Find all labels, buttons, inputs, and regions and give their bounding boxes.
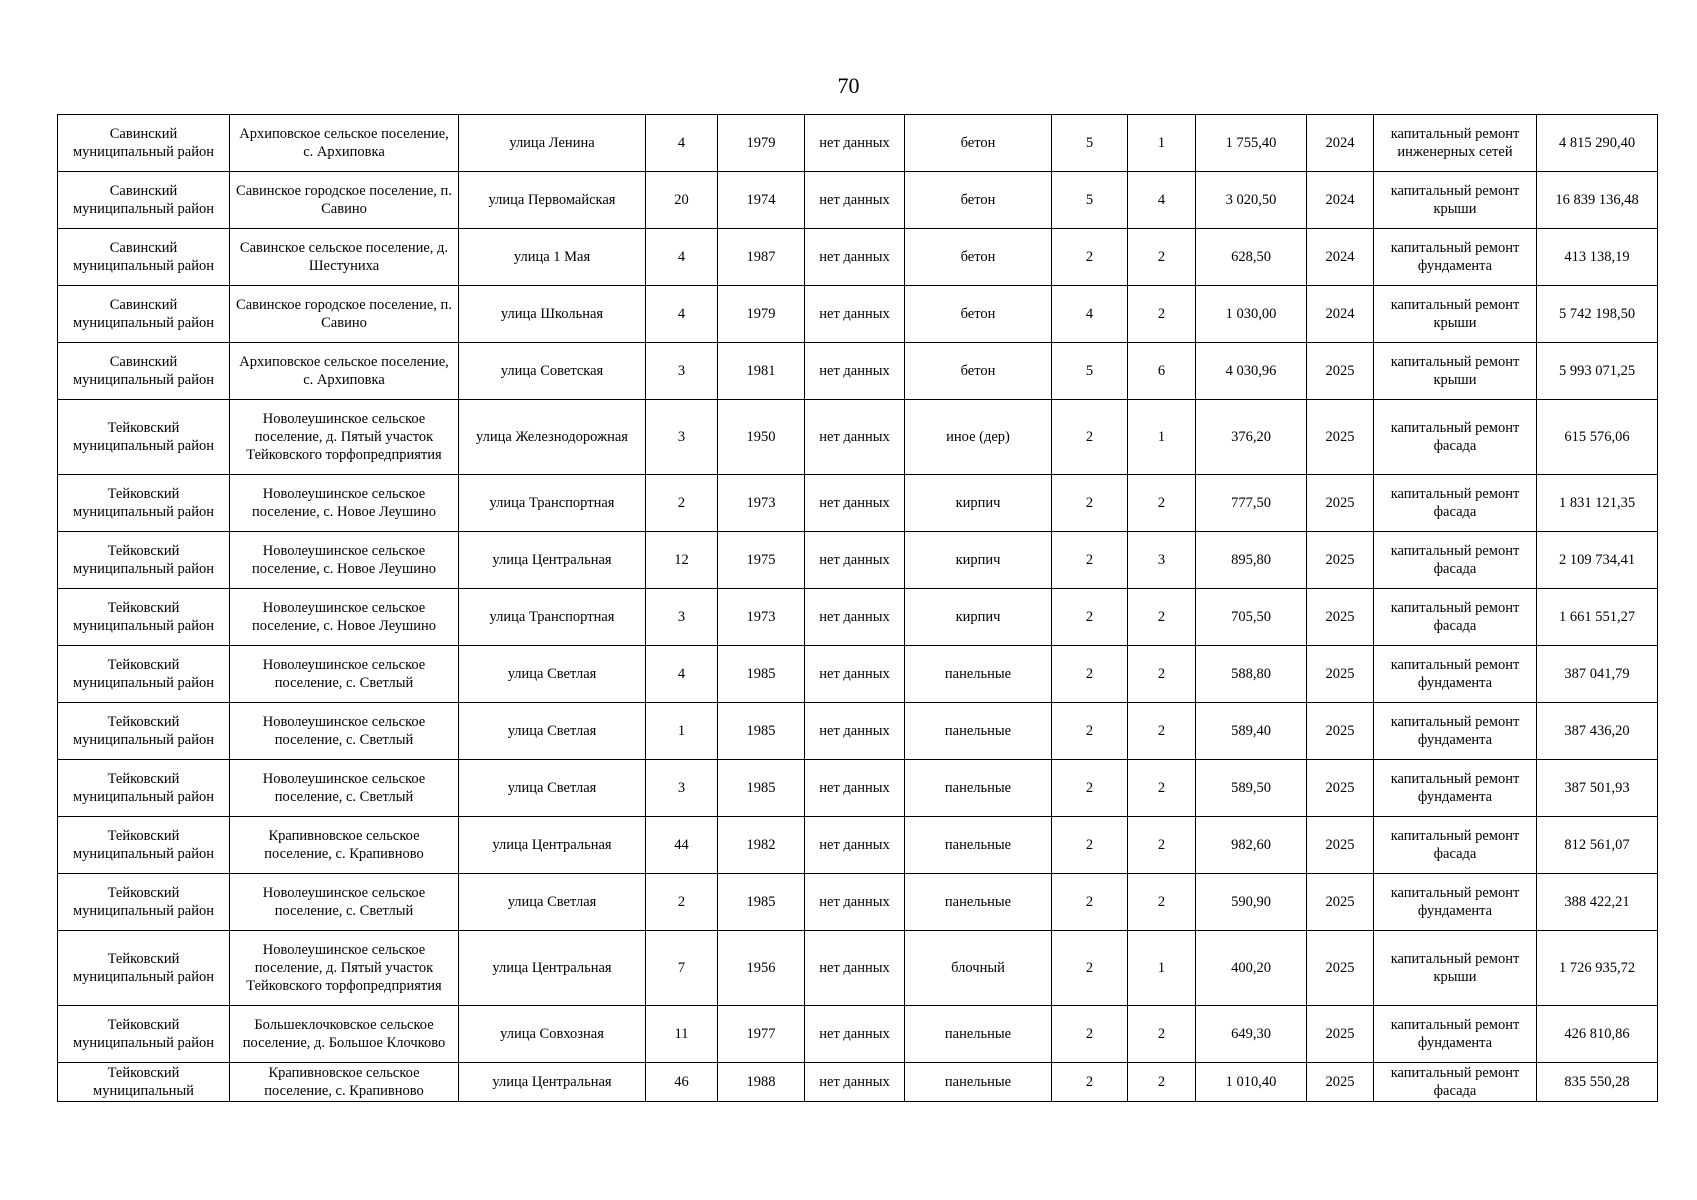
data-note-cell: нет данных <box>805 874 905 931</box>
floors-cell: 2 <box>1052 229 1128 286</box>
district-cell: Савинский муниципальный район <box>58 286 230 343</box>
entrances-cell: 2 <box>1128 1006 1196 1063</box>
entrances-cell: 1 <box>1128 115 1196 172</box>
work-type-cell: капитальный ремонт фундамента <box>1374 703 1537 760</box>
wall-material-cell: панельные <box>905 760 1052 817</box>
plan-year-cell: 2024 <box>1307 229 1374 286</box>
work-type-cell: капитальный ремонт крыши <box>1374 931 1537 1006</box>
street-cell: улица Центральная <box>459 931 646 1006</box>
area-cell: 400,20 <box>1196 931 1307 1006</box>
table-row <box>58 343 1658 400</box>
work-type-cell: капитальный ремонт фундамента <box>1374 1006 1537 1063</box>
work-type-cell: капитальный ремонт инженерных сетей <box>1374 115 1537 172</box>
district-cell: Тейковский муниципальный район <box>58 760 230 817</box>
build-year-cell: 1973 <box>718 475 805 532</box>
entrances-cell: 4 <box>1128 172 1196 229</box>
street-cell: улица Железнодорожная <box>459 400 646 475</box>
street-cell: улица Транспортная <box>459 589 646 646</box>
entrances-cell: 1 <box>1128 400 1196 475</box>
area-cell: 588,80 <box>1196 646 1307 703</box>
data-note-cell: нет данных <box>805 172 905 229</box>
plan-year-cell: 2025 <box>1307 703 1374 760</box>
table-row <box>58 646 1658 703</box>
settlement-cell: Новолеушинское сельское поселение, д. Пятый участок Тейковского торфопредприятия <box>230 400 459 475</box>
cost-cell: 4 815 290,40 <box>1537 115 1658 172</box>
street-cell: улица 1 Мая <box>459 229 646 286</box>
street-cell: улица Центральная <box>459 1063 646 1102</box>
table-row <box>58 874 1658 931</box>
data-note-cell: нет данных <box>805 703 905 760</box>
area-cell: 777,50 <box>1196 475 1307 532</box>
settlement-cell: Крапивновское сельское поселение, с. Крапивново <box>230 817 459 874</box>
house-number-cell: 7 <box>646 931 718 1006</box>
build-year-cell: 1979 <box>718 115 805 172</box>
house-number-cell: 20 <box>646 172 718 229</box>
wall-material-cell: бетон <box>905 115 1052 172</box>
table-row <box>58 400 1658 475</box>
plan-year-cell: 2025 <box>1307 532 1374 589</box>
floors-cell: 5 <box>1052 343 1128 400</box>
house-number-cell: 11 <box>646 1006 718 1063</box>
wall-material-cell: бетон <box>905 286 1052 343</box>
entrances-cell: 2 <box>1128 1063 1196 1102</box>
table-row <box>58 1063 1658 1102</box>
wall-material-cell: бетон <box>905 343 1052 400</box>
data-note-cell: нет данных <box>805 475 905 532</box>
cost-cell: 5 993 071,25 <box>1537 343 1658 400</box>
entrances-cell: 6 <box>1128 343 1196 400</box>
entrances-cell: 2 <box>1128 286 1196 343</box>
plan-year-cell: 2025 <box>1307 760 1374 817</box>
data-note-cell: нет данных <box>805 532 905 589</box>
plan-year-cell: 2025 <box>1307 931 1374 1006</box>
area-cell: 705,50 <box>1196 589 1307 646</box>
build-year-cell: 1975 <box>718 532 805 589</box>
table-row <box>58 286 1658 343</box>
plan-year-cell: 2025 <box>1307 817 1374 874</box>
street-cell: улица Ленина <box>459 115 646 172</box>
plan-year-cell: 2025 <box>1307 589 1374 646</box>
wall-material-cell: панельные <box>905 703 1052 760</box>
street-cell: улица Светлая <box>459 646 646 703</box>
floors-cell: 2 <box>1052 874 1128 931</box>
table-row <box>58 115 1658 172</box>
house-number-cell: 4 <box>646 286 718 343</box>
entrances-cell: 1 <box>1128 931 1196 1006</box>
district-cell: Тейковский муниципальный район <box>58 874 230 931</box>
street-cell: улица Транспортная <box>459 475 646 532</box>
cost-cell: 2 109 734,41 <box>1537 532 1658 589</box>
data-note-cell: нет данных <box>805 760 905 817</box>
table-row <box>58 172 1658 229</box>
district-cell: Савинский муниципальный район <box>58 172 230 229</box>
build-year-cell: 1977 <box>718 1006 805 1063</box>
house-number-cell: 44 <box>646 817 718 874</box>
wall-material-cell: бетон <box>905 229 1052 286</box>
build-year-cell: 1988 <box>718 1063 805 1102</box>
floors-cell: 2 <box>1052 589 1128 646</box>
street-cell: улица Центральная <box>459 532 646 589</box>
cost-cell: 835 550,28 <box>1537 1063 1658 1102</box>
settlement-cell: Новолеушинское сельское поселение, с. Новое Леушино <box>230 532 459 589</box>
entrances-cell: 2 <box>1128 874 1196 931</box>
table-row <box>58 589 1658 646</box>
build-year-cell: 1973 <box>718 589 805 646</box>
area-cell: 589,40 <box>1196 703 1307 760</box>
settlement-cell: Савинское сельское поселение, д. Шестуниха <box>230 229 459 286</box>
area-cell: 3 020,50 <box>1196 172 1307 229</box>
plan-year-cell: 2025 <box>1307 343 1374 400</box>
floors-cell: 5 <box>1052 115 1128 172</box>
house-number-cell: 3 <box>646 589 718 646</box>
wall-material-cell: панельные <box>905 1006 1052 1063</box>
page-number: 70 <box>837 73 860 98</box>
plan-year-cell: 2025 <box>1307 400 1374 475</box>
work-type-cell: капитальный ремонт фундамента <box>1374 229 1537 286</box>
table-body <box>58 115 1658 1102</box>
district-cell: Тейковский муниципальный район <box>58 646 230 703</box>
data-note-cell: нет данных <box>805 343 905 400</box>
table-row <box>58 475 1658 532</box>
wall-material-cell: панельные <box>905 817 1052 874</box>
work-type-cell: капитальный ремонт крыши <box>1374 343 1537 400</box>
floors-cell: 2 <box>1052 646 1128 703</box>
wall-material-cell: панельные <box>905 646 1052 703</box>
work-type-cell: капитальный ремонт крыши <box>1374 172 1537 229</box>
settlement-cell: Новолеушинское сельское поселение, с. Светлый <box>230 760 459 817</box>
floors-cell: 2 <box>1052 1063 1128 1102</box>
entrances-cell: 2 <box>1128 646 1196 703</box>
entrances-cell: 2 <box>1128 475 1196 532</box>
table-row <box>58 817 1658 874</box>
wall-material-cell: панельные <box>905 874 1052 931</box>
settlement-cell: Новолеушинское сельское поселение, с. Новое Леушино <box>230 589 459 646</box>
entrances-cell: 2 <box>1128 817 1196 874</box>
cost-cell: 615 576,06 <box>1537 400 1658 475</box>
work-type-cell: капитальный ремонт фасада <box>1374 475 1537 532</box>
cost-cell: 387 501,93 <box>1537 760 1658 817</box>
build-year-cell: 1985 <box>718 703 805 760</box>
cost-cell: 1 726 935,72 <box>1537 931 1658 1006</box>
work-type-cell: капитальный ремонт фасада <box>1374 589 1537 646</box>
cost-cell: 1 831 121,35 <box>1537 475 1658 532</box>
floors-cell: 5 <box>1052 172 1128 229</box>
house-number-cell: 3 <box>646 400 718 475</box>
work-type-cell: капитальный ремонт фундамента <box>1374 760 1537 817</box>
build-year-cell: 1985 <box>718 760 805 817</box>
settlement-cell: Новолеушинское сельское поселение, с. Новое Леушино <box>230 475 459 532</box>
data-note-cell: нет данных <box>805 400 905 475</box>
work-type-cell: капитальный ремонт крыши <box>1374 286 1537 343</box>
cost-cell: 426 810,86 <box>1537 1006 1658 1063</box>
wall-material-cell: панельные <box>905 1063 1052 1102</box>
wall-material-cell: блочный <box>905 931 1052 1006</box>
area-cell: 1 030,00 <box>1196 286 1307 343</box>
data-note-cell: нет данных <box>805 817 905 874</box>
area-cell: 649,30 <box>1196 1006 1307 1063</box>
street-cell: улица Совхозная <box>459 1006 646 1063</box>
cost-cell: 413 138,19 <box>1537 229 1658 286</box>
district-cell: Тейковский муниципальный район <box>58 589 230 646</box>
area-cell: 589,50 <box>1196 760 1307 817</box>
district-cell: Тейковский муниципальный <box>58 1063 230 1102</box>
house-number-cell: 2 <box>646 874 718 931</box>
floors-cell: 2 <box>1052 1006 1128 1063</box>
work-type-cell: капитальный ремонт фасада <box>1374 532 1537 589</box>
district-cell: Савинский муниципальный район <box>58 343 230 400</box>
build-year-cell: 1982 <box>718 817 805 874</box>
entrances-cell: 2 <box>1128 760 1196 817</box>
area-cell: 982,60 <box>1196 817 1307 874</box>
district-cell: Тейковский муниципальный район <box>58 400 230 475</box>
floors-cell: 2 <box>1052 931 1128 1006</box>
street-cell: улица Школьная <box>459 286 646 343</box>
area-cell: 1 755,40 <box>1196 115 1307 172</box>
work-type-cell: капитальный ремонт фасада <box>1374 817 1537 874</box>
house-number-cell: 4 <box>646 229 718 286</box>
area-cell: 590,90 <box>1196 874 1307 931</box>
entrances-cell: 3 <box>1128 532 1196 589</box>
house-number-cell: 4 <box>646 115 718 172</box>
floors-cell: 2 <box>1052 475 1128 532</box>
build-year-cell: 1987 <box>718 229 805 286</box>
area-cell: 1 010,40 <box>1196 1063 1307 1102</box>
street-cell: улица Светлая <box>459 874 646 931</box>
district-cell: Тейковский муниципальный район <box>58 703 230 760</box>
plan-year-cell: 2025 <box>1307 1006 1374 1063</box>
data-note-cell: нет данных <box>805 589 905 646</box>
wall-material-cell: кирпич <box>905 532 1052 589</box>
entrances-cell: 2 <box>1128 229 1196 286</box>
settlement-cell: Новолеушинское сельское поселение, с. Светлый <box>230 646 459 703</box>
table-row <box>58 931 1658 1006</box>
house-number-cell: 46 <box>646 1063 718 1102</box>
entrances-cell: 2 <box>1128 703 1196 760</box>
plan-year-cell: 2025 <box>1307 646 1374 703</box>
settlement-cell: Савинское городское поселение, п. Савино <box>230 286 459 343</box>
build-year-cell: 1956 <box>718 931 805 1006</box>
district-cell: Тейковский муниципальный район <box>58 532 230 589</box>
table-row <box>58 760 1658 817</box>
work-type-cell: капитальный ремонт фасада <box>1374 400 1537 475</box>
floors-cell: 2 <box>1052 760 1128 817</box>
cost-cell: 812 561,07 <box>1537 817 1658 874</box>
cost-cell: 1 661 551,27 <box>1537 589 1658 646</box>
district-cell: Савинский муниципальный район <box>58 115 230 172</box>
table-row <box>58 703 1658 760</box>
build-year-cell: 1979 <box>718 286 805 343</box>
street-cell: улица Светлая <box>459 760 646 817</box>
work-type-cell: капитальный ремонт фасада <box>1374 1063 1537 1102</box>
house-number-cell: 2 <box>646 475 718 532</box>
settlement-cell: Новолеушинское сельское поселение, д. Пятый участок Тейковского торфопредприятия <box>230 931 459 1006</box>
house-number-cell: 12 <box>646 532 718 589</box>
table-row <box>58 532 1658 589</box>
street-cell: улица Первомайская <box>459 172 646 229</box>
house-number-cell: 4 <box>646 646 718 703</box>
district-cell: Тейковский муниципальный район <box>58 817 230 874</box>
cost-cell: 5 742 198,50 <box>1537 286 1658 343</box>
district-cell: Савинский муниципальный район <box>58 229 230 286</box>
build-year-cell: 1985 <box>718 874 805 931</box>
house-number-cell: 3 <box>646 343 718 400</box>
plan-year-cell: 2025 <box>1307 475 1374 532</box>
data-note-cell: нет данных <box>805 1063 905 1102</box>
floors-cell: 2 <box>1052 532 1128 589</box>
street-cell: улица Центральная <box>459 817 646 874</box>
entrances-cell: 2 <box>1128 589 1196 646</box>
area-cell: 895,80 <box>1196 532 1307 589</box>
plan-year-cell: 2024 <box>1307 286 1374 343</box>
area-cell: 4 030,96 <box>1196 343 1307 400</box>
plan-year-cell: 2025 <box>1307 874 1374 931</box>
district-cell: Тейковский муниципальный район <box>58 475 230 532</box>
data-note-cell: нет данных <box>805 1006 905 1063</box>
build-year-cell: 1974 <box>718 172 805 229</box>
data-note-cell: нет данных <box>805 229 905 286</box>
wall-material-cell: бетон <box>905 172 1052 229</box>
work-type-cell: капитальный ремонт фундамента <box>1374 646 1537 703</box>
wall-material-cell: кирпич <box>905 475 1052 532</box>
settlement-cell: Архиповское сельское поселение, с. Архиповка <box>230 343 459 400</box>
district-cell: Тейковский муниципальный район <box>58 931 230 1006</box>
housing-repair-table <box>57 114 1658 1102</box>
plan-year-cell: 2024 <box>1307 172 1374 229</box>
floors-cell: 4 <box>1052 286 1128 343</box>
settlement-cell: Большеклочковское сельское поселение, д. Большое Клочково <box>230 1006 459 1063</box>
build-year-cell: 1981 <box>718 343 805 400</box>
table-row <box>58 1006 1658 1063</box>
settlement-cell: Новолеушинское сельское поселение, с. Светлый <box>230 703 459 760</box>
data-note-cell: нет данных <box>805 646 905 703</box>
plan-year-cell: 2025 <box>1307 1063 1374 1102</box>
wall-material-cell: иное (дер) <box>905 400 1052 475</box>
data-note-cell: нет данных <box>805 931 905 1006</box>
floors-cell: 2 <box>1052 400 1128 475</box>
house-number-cell: 3 <box>646 760 718 817</box>
plan-year-cell: 2024 <box>1307 115 1374 172</box>
street-cell: улица Советская <box>459 343 646 400</box>
table-row <box>58 229 1658 286</box>
cost-cell: 387 041,79 <box>1537 646 1658 703</box>
data-note-cell: нет данных <box>805 115 905 172</box>
cost-cell: 388 422,21 <box>1537 874 1658 931</box>
build-year-cell: 1950 <box>718 400 805 475</box>
house-number-cell: 1 <box>646 703 718 760</box>
build-year-cell: 1985 <box>718 646 805 703</box>
settlement-cell: Новолеушинское сельское поселение, с. Светлый <box>230 874 459 931</box>
area-cell: 628,50 <box>1196 229 1307 286</box>
data-note-cell: нет данных <box>805 286 905 343</box>
cost-cell: 387 436,20 <box>1537 703 1658 760</box>
settlement-cell: Савинское городское поселение, п. Савино <box>230 172 459 229</box>
street-cell: улица Светлая <box>459 703 646 760</box>
floors-cell: 2 <box>1052 817 1128 874</box>
settlement-cell: Архиповское сельское поселение, с. Архиповка <box>230 115 459 172</box>
floors-cell: 2 <box>1052 703 1128 760</box>
district-cell: Тейковский муниципальный район <box>58 1006 230 1063</box>
area-cell: 376,20 <box>1196 400 1307 475</box>
cost-cell: 16 839 136,48 <box>1537 172 1658 229</box>
wall-material-cell: кирпич <box>905 589 1052 646</box>
work-type-cell: капитальный ремонт фундамента <box>1374 874 1537 931</box>
settlement-cell: Крапивновское сельское поселение, с. Крапивново <box>230 1063 459 1102</box>
